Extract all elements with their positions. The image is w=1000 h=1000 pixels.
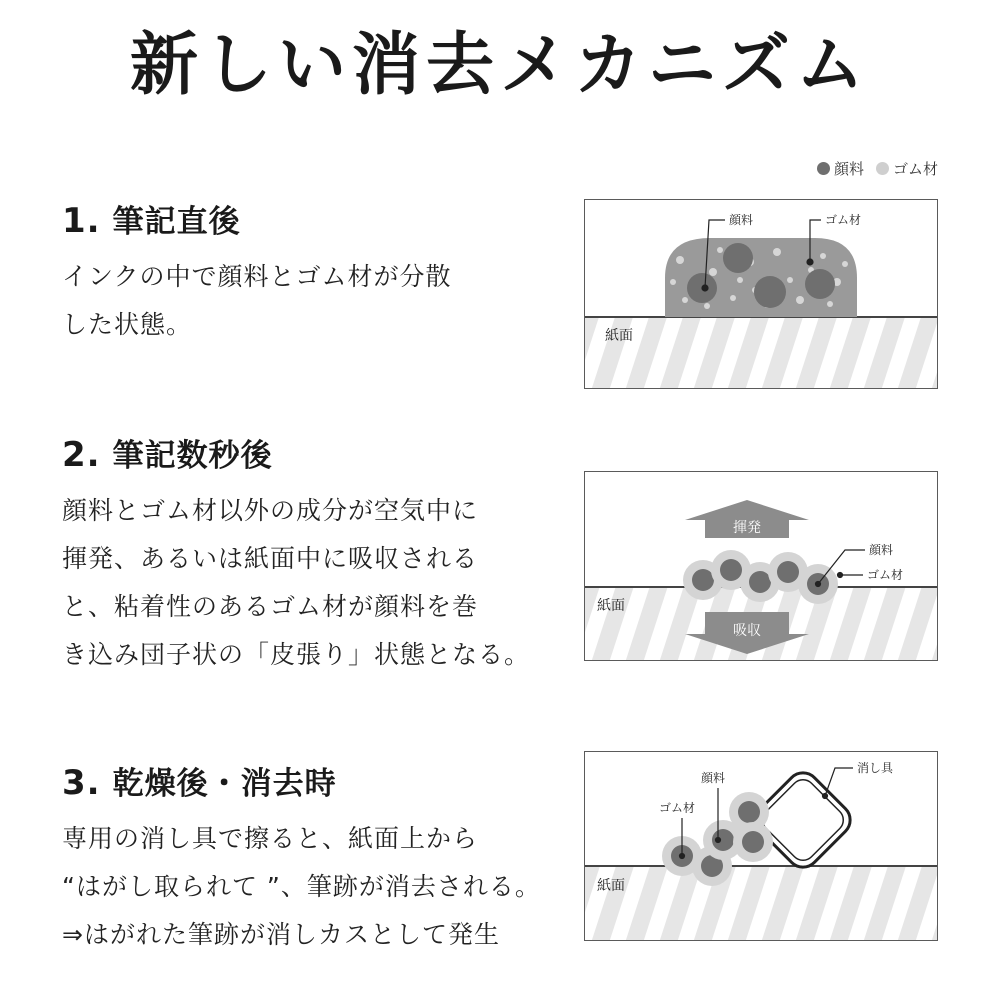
- step-2-number: 2.: [62, 435, 101, 475]
- step-1-title: 筆記直後: [112, 204, 241, 240]
- evaporation-arrow: [685, 500, 809, 538]
- rubber-label: ゴム材: [659, 801, 696, 815]
- diagram-1: [584, 199, 938, 389]
- step-2: [62, 430, 562, 679]
- step-1: [62, 196, 562, 349]
- rubber-legend-dot: [876, 162, 889, 175]
- step-2-heading: [62, 430, 562, 475]
- legend-pigment-label: 顔料: [833, 160, 864, 178]
- paper-label: 紙面: [597, 878, 625, 894]
- page-title: 新しい消去メカニズム: [129, 26, 870, 105]
- legend: [817, 158, 938, 179]
- pigment-legend-dot: [817, 162, 830, 175]
- step-3: [62, 758, 562, 959]
- legend-rubber-label: ゴム材: [892, 160, 938, 178]
- step-1-number: 1.: [62, 201, 101, 241]
- diagram-2: [584, 471, 938, 661]
- rubber-label: ゴム材: [867, 568, 904, 582]
- step-2-description: 顔料とゴム材以外の成分が空気中に 揮発、あるいは紙面中に吸収される と、粘着性のあるゴム材が顔料を巻 き込み団子状の「皮張り」状態となる。: [62, 496, 531, 669]
- paper-surface: [585, 317, 938, 389]
- paper-label: 紙面: [597, 598, 625, 614]
- evaporation-label: 揮発: [733, 520, 761, 536]
- eraser-label: 消し具: [857, 761, 894, 775]
- ink-clusters: [683, 550, 838, 604]
- paper-label: 紙面: [605, 328, 633, 344]
- step-3-title: 乾燥後・消去時: [112, 766, 337, 802]
- paper-surface: [585, 866, 938, 941]
- pigment-label: 顔料: [729, 213, 754, 227]
- step-3-description: 専用の消し具で擦ると、紙面上から “はがし取られて ”、筆跡が消去される。 ⇒はがれた筆跡が消しカスとして発生: [62, 824, 541, 949]
- step-2-title: 筆記数秒後: [112, 438, 273, 474]
- step-1-heading: [62, 196, 562, 241]
- pigment-label: 顔料: [869, 543, 894, 557]
- step-3-number: 3.: [62, 763, 101, 803]
- diagram-3: [584, 751, 938, 941]
- step-3-heading: [62, 758, 562, 803]
- rubber-label: ゴム材: [825, 213, 862, 227]
- absorption-label: 吸収: [733, 623, 761, 639]
- pigment-label: 顔料: [701, 771, 726, 785]
- step-1-description: インクの中で顔料とゴム材が分散 した状態。: [62, 262, 452, 339]
